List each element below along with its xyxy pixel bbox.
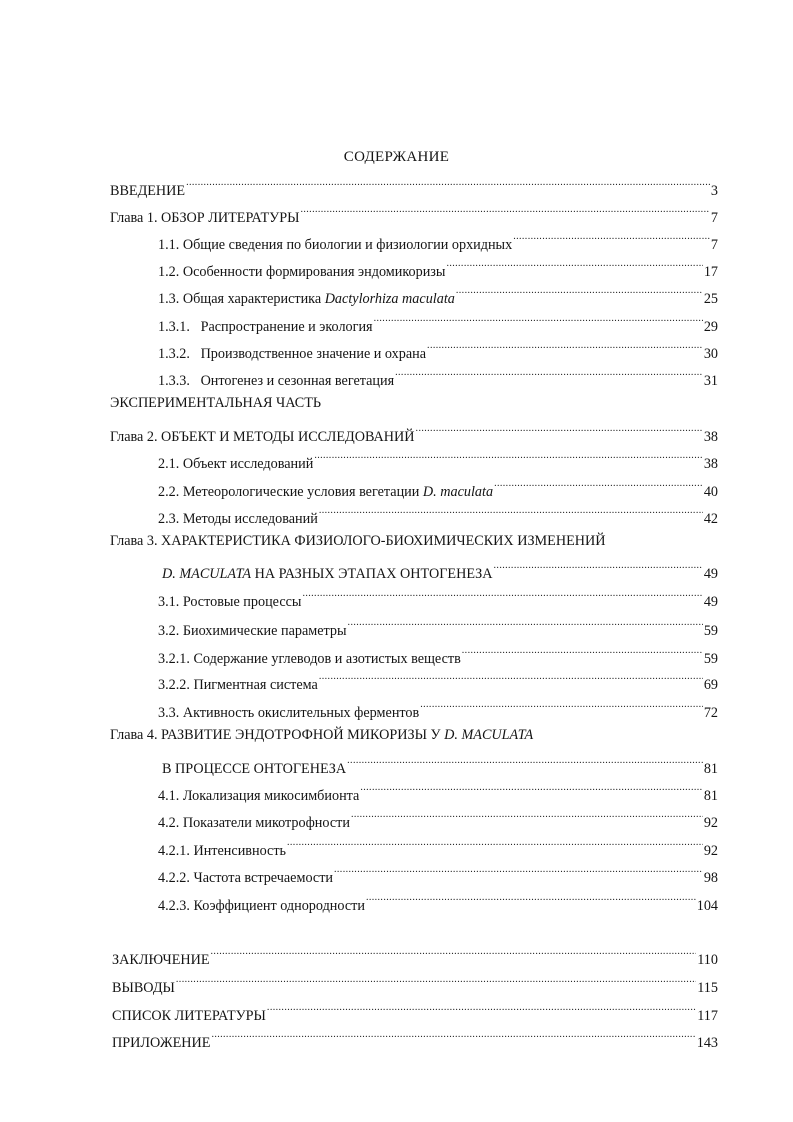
toc-entry-title: 1.2. Особенности формирования эндомикоризы (158, 264, 446, 280)
dot-leader (416, 423, 703, 441)
toc-entry-4-2-2[interactable] (158, 864, 718, 886)
toc-entry-3-2-1[interactable] (158, 645, 718, 667)
toc-page-number: 92 (703, 843, 718, 859)
toc-page-number: 59 (703, 623, 718, 639)
toc-entry-title: 3.3. Активность окислительных ферментов (158, 705, 420, 721)
toc-entry-title: В ПРОЦЕССЕ ОНТОГЕНЕЗА (162, 761, 347, 777)
toc-entry-title: D. MACULATA НА РАЗНЫХ ЭТАПАХ ОНТОГЕНЕЗА (162, 566, 493, 582)
toc-entry-title: 2.1. Объект исследований (158, 456, 314, 472)
toc-page-number: 42 (703, 511, 718, 527)
toc-entry-chapter-4-line-2[interactable] (162, 755, 718, 777)
toc-entry-2-3[interactable] (158, 505, 718, 527)
toc-entry-title: 1.3.2. Производственное значение и охрана (158, 346, 427, 362)
toc-entry-title: ВВЕДЕНИЕ (110, 183, 186, 199)
toc-entry-1-1[interactable] (158, 231, 718, 253)
toc-entry-3-1[interactable] (158, 588, 718, 610)
toc-entry-title: 3.2. Биохимические параметры (158, 623, 347, 639)
toc-page-number: 7 (710, 237, 718, 253)
toc-page-number: 7 (710, 210, 718, 226)
toc-entry-title: ПРИЛОЖЕНИЕ (112, 1035, 211, 1051)
toc-page-number: 59 (703, 651, 718, 667)
toc-entry-4-2-1[interactable] (158, 837, 718, 859)
toc-entry-title: 4.2.1. Интенсивность (158, 843, 286, 859)
toc-entry-title: 1.3.3. Онтогенез и сезонная вегетация (158, 373, 395, 389)
toc-page-number: 3 (710, 183, 718, 199)
toc-page-number: 40 (703, 484, 718, 500)
toc-entry-1-3-2[interactable] (158, 340, 718, 362)
toc-page-number: 31 (703, 373, 718, 389)
toc-entry-title: 2.2. Метеорологические условия вегетации D. maculata (158, 484, 494, 500)
species-name: D. maculata (422, 484, 494, 500)
dot-leader (211, 946, 697, 964)
toc-section-experimental: ЭКСПЕРИМЕНТАЛЬНАЯ ЧАСТЬ (110, 395, 322, 411)
dot-leader (494, 478, 703, 496)
dot-leader (334, 864, 703, 882)
page-title: СОДЕРЖАНИЕ (343, 149, 450, 165)
toc-page-number: 104 (696, 898, 718, 914)
toc-page-number: 69 (703, 677, 718, 693)
toc-entry-title: 4.2.3. Коэффициент однородности (158, 898, 365, 914)
toc-entry-conclusion[interactable] (112, 946, 718, 968)
toc-entry-title: 1.3. Общая характеристика Dactylorhiza maculata (158, 291, 455, 307)
toc-entry-title: 4.2.2. Частота встречаемости (158, 870, 333, 886)
dot-leader (302, 588, 702, 606)
toc-page-number: 98 (703, 870, 718, 886)
species-name: D. MACULATA (444, 727, 534, 743)
toc-entry-title: СПИСОК ЛИТЕРАТУРЫ (112, 1008, 266, 1024)
toc-page-number: 143 (696, 1035, 718, 1051)
toc-entry-1-2[interactable] (158, 258, 718, 280)
dot-leader (420, 699, 703, 717)
dot-leader (366, 892, 696, 910)
dot-leader (374, 313, 703, 331)
toc-page-number: 38 (703, 456, 718, 472)
toc-entry-chapter-1[interactable] (110, 204, 718, 226)
dot-leader (319, 671, 703, 689)
toc-page-number: 30 (703, 346, 718, 362)
toc-entry-3-3[interactable] (158, 699, 718, 721)
toc-entry-1-3[interactable] (158, 285, 718, 307)
dot-leader (176, 974, 696, 992)
toc-entry-title: 3.1. Ростовые процессы (158, 594, 302, 610)
dot-leader (347, 755, 703, 773)
species-name: D. MACULATA (162, 566, 252, 582)
toc-page-number: 38 (703, 429, 718, 445)
toc-entry-3-2[interactable] (158, 617, 718, 639)
toc-page-number: 81 (703, 788, 718, 804)
dot-leader (300, 204, 709, 222)
toc-entry-title: 1.1. Общие сведения по биологии и физиологии орхидных (158, 237, 513, 253)
dot-leader (513, 231, 710, 249)
toc-page-number: 92 (703, 815, 718, 831)
toc-entry-2-1[interactable] (158, 450, 718, 472)
toc-entry-3-2-2[interactable] (158, 671, 718, 693)
dot-leader (395, 367, 703, 385)
toc-entry-appendix[interactable] (112, 1029, 718, 1051)
dot-leader (462, 645, 703, 663)
dot-leader (360, 782, 702, 800)
toc-entry-title: ВЫВОДЫ (112, 980, 175, 996)
dot-leader (427, 340, 703, 358)
toc-entry-chapter-3-line-2[interactable] (162, 560, 718, 582)
toc-page-number: 17 (703, 264, 718, 280)
toc-page-number: 115 (697, 980, 718, 996)
toc-entry-findings[interactable] (112, 974, 718, 996)
toc-entry-title: 4.1. Локализация микосимбионта (158, 788, 360, 804)
toc-entry-title: ЗАКЛЮЧЕНИЕ (112, 952, 210, 968)
toc-entry-chapter-3-line-1[interactable]: Глава 3. ХАРАКТЕРИСТИКА ФИЗИОЛОГО-БИОХИМИЧЕСКИХ ИЗМЕНЕНИЙ (110, 533, 606, 549)
toc-page-number: 110 (697, 952, 718, 968)
toc-entry-1-3-3[interactable] (158, 367, 718, 389)
toc-entry-chapter-2[interactable] (110, 423, 718, 445)
dot-leader (348, 617, 703, 635)
dot-leader (287, 837, 703, 855)
dot-leader (494, 560, 703, 578)
toc-entry-4-2[interactable] (158, 809, 718, 831)
toc-entry-chapter-4-line-1[interactable]: Глава 4. РАЗВИТИЕ ЭНДОТРОФНОЙ МИКОРИЗЫ У D. MACULATA (110, 727, 534, 743)
toc-page-number: 72 (703, 705, 718, 721)
toc-entry-title: 3.2.1. Содержание углеводов и азотистых веществ (158, 651, 461, 667)
dot-leader (446, 258, 702, 276)
toc-entry-2-2[interactable] (158, 478, 718, 500)
toc-entry-4-1[interactable] (158, 782, 718, 804)
dot-leader (211, 1029, 695, 1047)
toc-page-number: 49 (703, 566, 718, 582)
toc-page-number: 29 (703, 319, 718, 335)
toc-page-number: 25 (703, 291, 718, 307)
toc-entry-title: 3.2.2. Пигментная система (158, 677, 318, 693)
toc-entry-title: 1.3.1. Распространение и экология (158, 319, 373, 335)
toc-entry-title: 4.2. Показатели микотрофности (158, 815, 350, 831)
dot-leader (456, 285, 703, 303)
toc-entry-title: Глава 1. ОБЗОР ЛИТЕРАТУРЫ (110, 210, 300, 226)
species-name: Dactylorhiza maculata (324, 291, 455, 307)
toc-page-number: 81 (703, 761, 718, 777)
dot-leader (267, 1002, 696, 1020)
dot-leader (351, 809, 703, 827)
dot-leader (314, 450, 703, 468)
toc-entry-title: Глава 2. ОБЪЕКТ И МЕТОДЫ ИССЛЕДОВАНИЙ (110, 429, 415, 445)
toc-entry-title: 2.3. Методы исследований (158, 511, 318, 527)
toc-entry-references[interactable] (112, 1002, 718, 1024)
toc-entry-4-2-3[interactable] (158, 892, 718, 914)
toc-entry-1-3-1[interactable] (158, 313, 718, 335)
dot-leader (186, 177, 710, 195)
toc-page-number: 49 (703, 594, 718, 610)
dot-leader (319, 505, 703, 523)
toc-entry-introduction[interactable] (110, 177, 718, 199)
toc-page-number: 117 (697, 1008, 718, 1024)
